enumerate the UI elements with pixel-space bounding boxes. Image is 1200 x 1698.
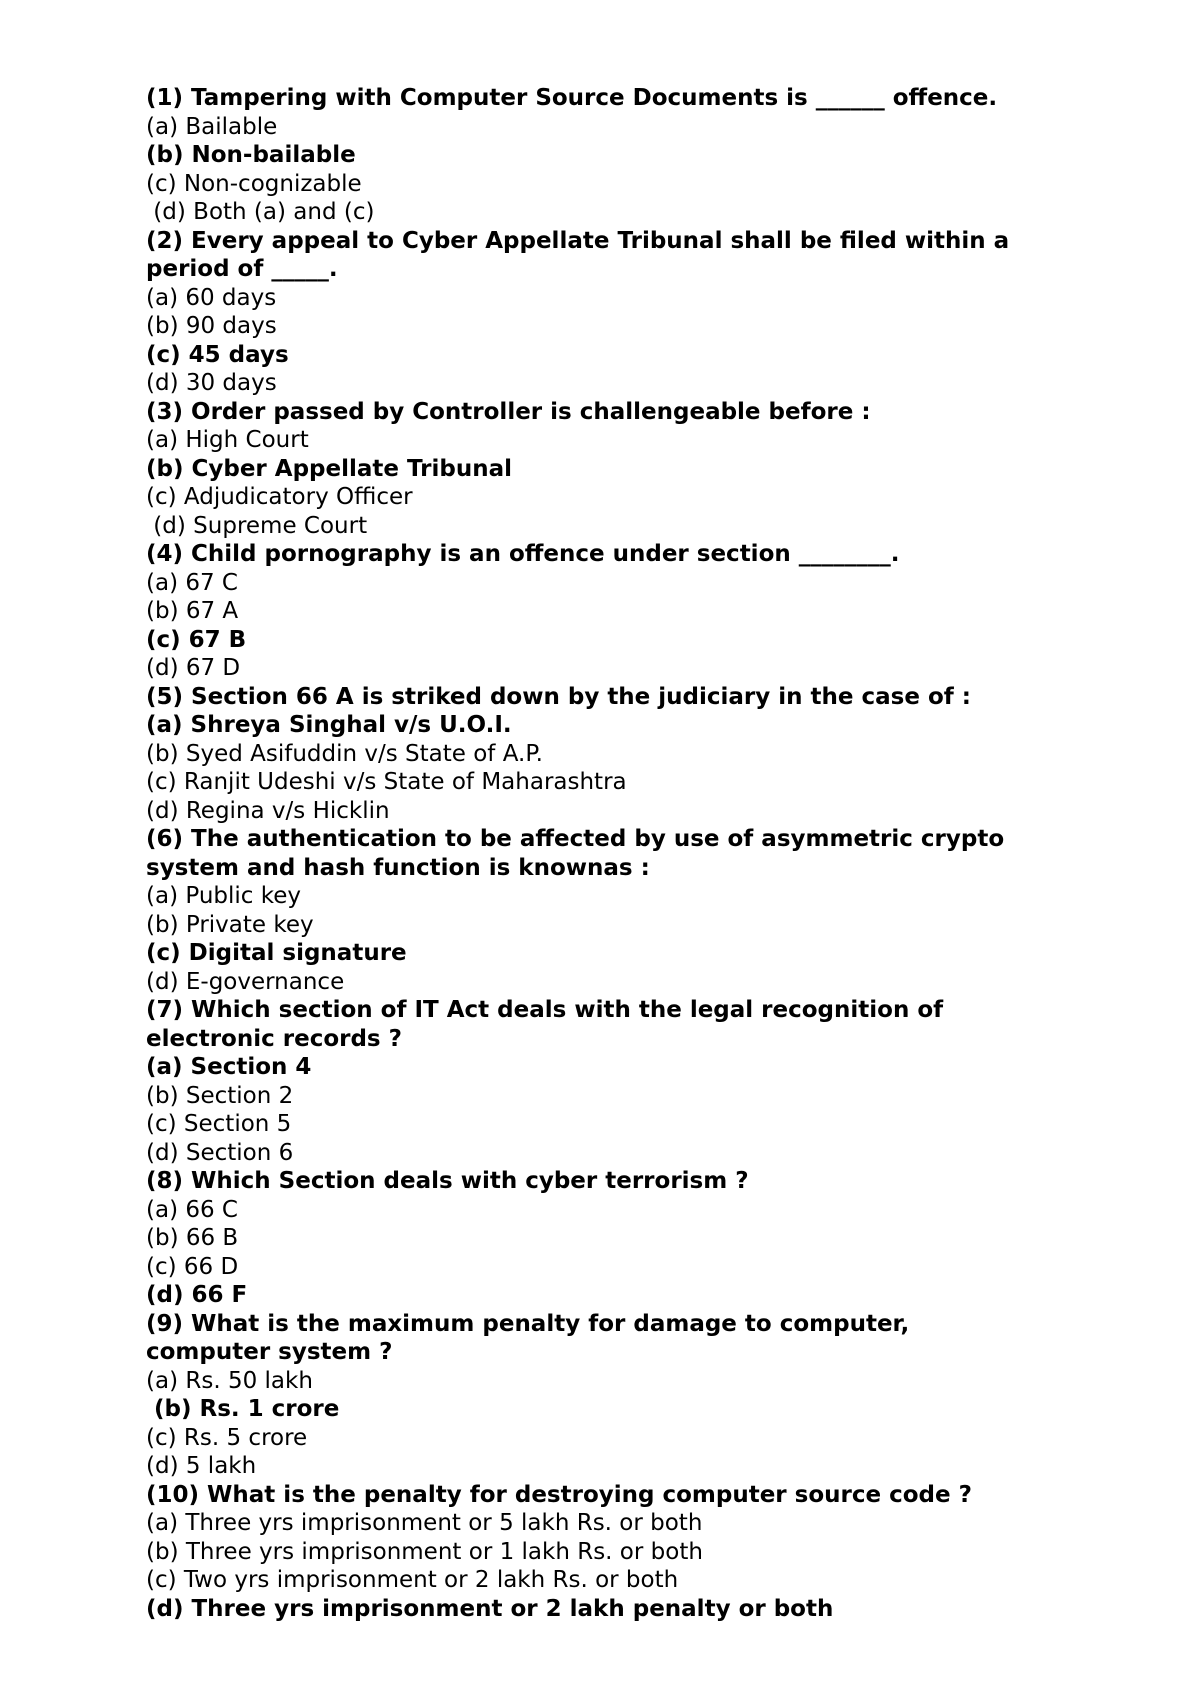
option-text: (a) Bailable bbox=[146, 113, 278, 140]
option-text: (c) Rs. 5 crore bbox=[146, 1424, 308, 1451]
question-text: period of _____. bbox=[146, 256, 338, 282]
option-text: (b) 66 B bbox=[146, 1225, 239, 1251]
question-text: (9) What is the maximum penalty for damage to computer, bbox=[146, 1310, 910, 1337]
option-text: (d) 5 lakh bbox=[146, 1453, 257, 1479]
option-text: (b) Private key bbox=[146, 911, 314, 938]
question-text: (2) Every appeal to Cyber Appellate Tribunal shall be filed within a bbox=[146, 227, 1010, 254]
option-text: (d) 30 days bbox=[146, 370, 277, 396]
answer-option-text: (b) Cyber Appellate Tribunal bbox=[146, 455, 513, 482]
option-text: (a) 66 C bbox=[146, 1196, 238, 1223]
option-text: (a) Three yrs imprisonment or 5 lakh Rs. or both bbox=[146, 1510, 703, 1536]
option-text: (b) Three yrs imprisonment or 1 lakh Rs. or both bbox=[146, 1538, 703, 1565]
option-text: (c) Two yrs imprisonment or 2 lakh Rs. or both bbox=[146, 1567, 679, 1593]
answer-option-text: (a) Section 4 bbox=[146, 1054, 312, 1080]
answer-option-text: (c) Digital signature bbox=[146, 940, 407, 966]
option-text: (b) 90 days bbox=[146, 313, 277, 339]
option-text: (a) 60 days bbox=[146, 284, 277, 311]
option-text: (c) Section 5 bbox=[146, 1111, 292, 1137]
answer-option-text: (d) 66 F bbox=[146, 1282, 248, 1308]
question-text: electronic records ? bbox=[146, 1025, 402, 1052]
answer-option-text: (c) 45 days bbox=[146, 341, 289, 368]
question-text: (5) Section 66 A is striked down by the judiciary in the case of : bbox=[146, 683, 971, 710]
option-text: (d) E-governance bbox=[146, 968, 345, 995]
question-text: (1) Tampering with Computer Source Documents is ______ offence. bbox=[146, 85, 998, 111]
question-text: computer system ? bbox=[146, 1339, 393, 1365]
question-text: system and hash function is knownas : bbox=[146, 854, 650, 881]
question-text: (7) Which section of IT Act deals with the legal recognition of bbox=[146, 997, 944, 1023]
option-text: (d) Regina v/s Hicklin bbox=[146, 797, 390, 824]
option-text: (c) Ranjit Udeshi v/s State of Maharashtra bbox=[146, 769, 627, 795]
answer-option-text: (c) 67 B bbox=[146, 626, 247, 653]
option-text: (d) 67 D bbox=[146, 655, 241, 681]
question-text: (3) Order passed by Controller is challengeable before : bbox=[146, 398, 871, 425]
option-text: (c) Non-cognizable bbox=[146, 170, 362, 197]
option-text: (a) High Court bbox=[146, 427, 309, 453]
option-text: (a) Public key bbox=[146, 883, 301, 909]
question-text: (10) What is the penalty for destroying computer source code ? bbox=[146, 1481, 972, 1508]
option-text: (b) 67 A bbox=[146, 598, 239, 624]
option-text: (a) Rs. 50 lakh bbox=[146, 1367, 313, 1394]
answer-option-text: (a) Shreya Singhal v/s U.O.I. bbox=[146, 712, 512, 738]
answer-option-text: (b) Non-bailable bbox=[146, 142, 356, 168]
question-text: (8) Which Section deals with cyber terrorism ? bbox=[146, 1168, 749, 1194]
question-list bbox=[146, 84, 1146, 1623]
option-text: (d) Supreme Court bbox=[146, 512, 368, 539]
option-text: (b) Syed Asifuddin v/s State of A.P. bbox=[146, 740, 543, 767]
document-page bbox=[146, 84, 1146, 1623]
option-text: (a) 67 C bbox=[146, 569, 238, 596]
option-text: (b) Section 2 bbox=[146, 1082, 294, 1109]
option-text: (d) Section 6 bbox=[146, 1139, 294, 1166]
answer-option-text: (b) Rs. 1 crore bbox=[146, 1396, 340, 1422]
question-text: (6) The authentication to be affected by use of asymmetric crypto bbox=[146, 826, 1005, 852]
option-text: (c) Adjudicatory Officer bbox=[146, 484, 413, 510]
question-text: (4) Child pornography is an offence under section ________. bbox=[146, 541, 900, 567]
answer-option-text: (d) Three yrs imprisonment or 2 lakh penalty or both bbox=[146, 1595, 834, 1622]
option-text: (d) Both (a) and (c) bbox=[146, 199, 375, 225]
option-text: (c) 66 D bbox=[146, 1253, 239, 1280]
